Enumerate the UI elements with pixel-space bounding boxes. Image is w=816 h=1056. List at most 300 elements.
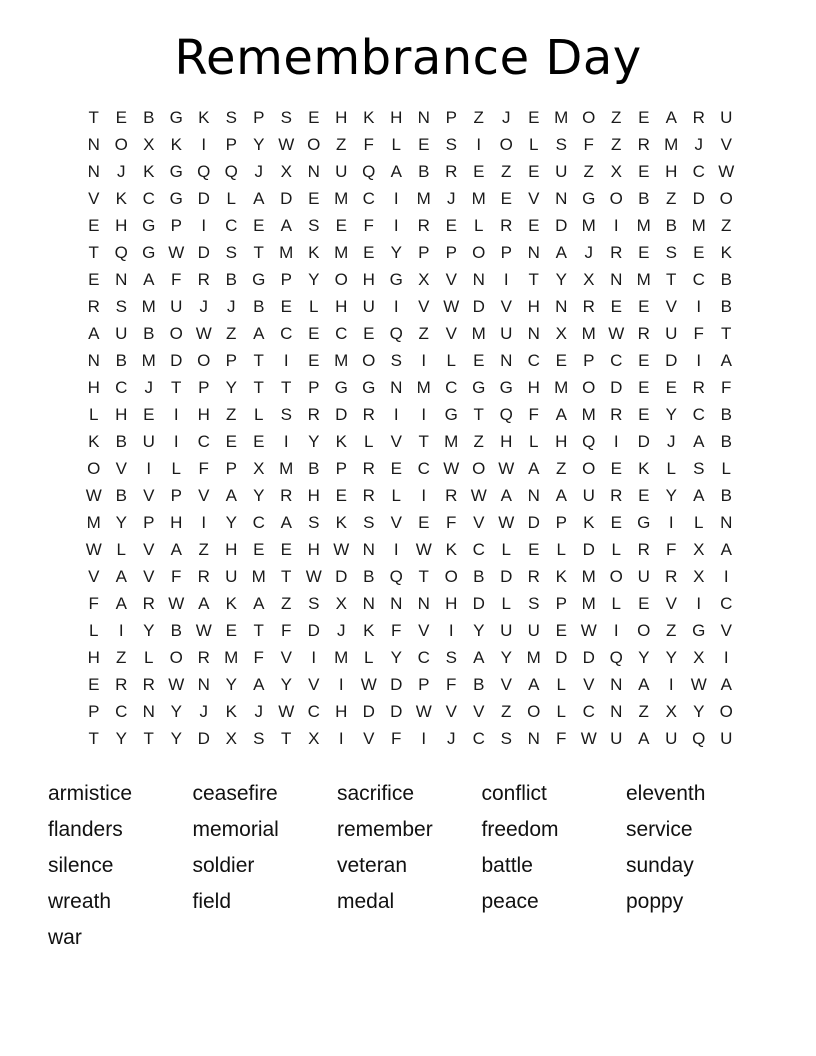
- grid-letter: A: [225, 485, 237, 505]
- grid-letter: A: [500, 485, 512, 505]
- grid-letter: I: [146, 458, 152, 478]
- grid-letter: G: [252, 269, 266, 289]
- grid-letter: N: [390, 377, 403, 397]
- grid-letter: C: [692, 161, 705, 181]
- grid-letter: P: [445, 242, 457, 262]
- grid-letter: G: [169, 161, 183, 181]
- grid-letter: R: [197, 269, 210, 289]
- grid-letter: C: [417, 458, 430, 478]
- grid-letter: G: [692, 620, 706, 640]
- grid-letter: I: [173, 404, 179, 424]
- grid-letter: V: [665, 296, 677, 316]
- grid-letter: X: [253, 458, 265, 478]
- grid-letter: D: [582, 647, 595, 667]
- grid-letter: E: [638, 350, 650, 370]
- grid-letter: E: [665, 377, 677, 397]
- grid-letter: O: [334, 269, 348, 289]
- grid-letter: N: [87, 350, 100, 370]
- grid-letter: M: [554, 107, 569, 127]
- grid-letter: I: [448, 620, 454, 640]
- grid-letter: I: [393, 215, 399, 235]
- grid-letter: C: [335, 323, 348, 343]
- grid-letter: J: [337, 620, 346, 640]
- grid-letter: A: [253, 188, 265, 208]
- grid-letter: B: [253, 296, 265, 316]
- grid-letter: T: [721, 323, 732, 343]
- grid-letter: O: [527, 701, 541, 721]
- grid-letter: F: [721, 377, 732, 397]
- grid-letter: O: [472, 242, 486, 262]
- grid-letter: Y: [308, 269, 320, 289]
- grid-letter: O: [472, 458, 486, 478]
- grid-letter: M: [636, 269, 651, 289]
- grid-letter: O: [87, 458, 101, 478]
- grid-letter: H: [115, 215, 128, 235]
- grid-letter: R: [362, 458, 375, 478]
- grid-letter: E: [390, 458, 402, 478]
- grid-letter: B: [720, 485, 732, 505]
- grid-letter: D: [692, 188, 705, 208]
- grid-letter: U: [362, 296, 375, 316]
- grid-letter: K: [308, 242, 320, 262]
- grid-letter: C: [692, 269, 705, 289]
- grid-letter: F: [391, 620, 402, 640]
- grid-letter: U: [170, 296, 183, 316]
- word-list-column: [193, 776, 338, 956]
- grid-letter: W: [360, 674, 377, 694]
- grid-letter: C: [445, 377, 458, 397]
- grid-letter: Y: [390, 242, 402, 262]
- grid-letter: E: [638, 485, 650, 505]
- grid-letter: I: [283, 431, 289, 451]
- grid-letter: E: [253, 539, 265, 559]
- grid-letter: F: [253, 647, 264, 667]
- grid-letter: X: [693, 647, 705, 667]
- grid-letter: S: [693, 458, 705, 478]
- grid-letter: L: [501, 539, 511, 559]
- grid-letter: S: [445, 134, 457, 154]
- grid-letter: S: [225, 107, 237, 127]
- grid-letter: X: [555, 323, 567, 343]
- grid-letter: E: [418, 512, 430, 532]
- grid-letter: O: [444, 566, 458, 586]
- grid-letter: D: [280, 188, 293, 208]
- grid-letter: M: [224, 647, 239, 667]
- grid-letter: W: [278, 701, 295, 721]
- grid-letter: L: [144, 647, 154, 667]
- grid-letter: E: [363, 323, 375, 343]
- grid-letter: M: [526, 647, 541, 667]
- grid-letter: K: [583, 512, 595, 532]
- grid-letter: F: [556, 728, 567, 748]
- grid-letter: T: [418, 566, 429, 586]
- word-list-item: eleventh: [626, 782, 706, 805]
- grid-letter: L: [226, 188, 236, 208]
- grid-letter: S: [225, 242, 237, 262]
- grid-letter: O: [169, 647, 183, 667]
- grid-letter: W: [168, 593, 185, 613]
- grid-letter: B: [720, 404, 732, 424]
- grid-letter: T: [473, 404, 484, 424]
- word-list-item: battle: [481, 854, 533, 877]
- grid-letter: A: [693, 485, 705, 505]
- grid-letter: I: [393, 188, 399, 208]
- grid-letter: P: [280, 269, 292, 289]
- grid-letter: L: [446, 350, 456, 370]
- grid-letter: E: [363, 242, 375, 262]
- grid-letter: V: [143, 539, 155, 559]
- grid-letter: V: [143, 566, 155, 586]
- grid-letter: D: [390, 701, 403, 721]
- grid-letter: K: [720, 242, 732, 262]
- grid-letter: C: [197, 431, 210, 451]
- grid-letter: J: [694, 134, 703, 154]
- grid-letter: O: [362, 350, 376, 370]
- grid-letter: B: [363, 566, 375, 586]
- grid-letter: E: [638, 404, 650, 424]
- grid-letter: V: [363, 728, 375, 748]
- grid-letter: E: [225, 431, 237, 451]
- grid-letter: Y: [253, 485, 265, 505]
- grid-letter: N: [527, 242, 540, 262]
- grid-letter: S: [280, 107, 292, 127]
- grid-letter: R: [197, 566, 210, 586]
- grid-letter: G: [637, 512, 651, 532]
- grid-letter: V: [143, 485, 155, 505]
- grid-letter: G: [499, 377, 513, 397]
- grid-letter: T: [253, 242, 264, 262]
- grid-letter: Z: [226, 323, 237, 343]
- grid-letter: C: [610, 350, 623, 370]
- grid-letter: W: [498, 458, 515, 478]
- grid-letter: D: [582, 539, 595, 559]
- grid-letter: O: [197, 350, 211, 370]
- grid-letter: U: [720, 728, 733, 748]
- grid-letter: J: [667, 431, 676, 451]
- grid-letter: L: [116, 539, 126, 559]
- grid-letter: U: [225, 566, 238, 586]
- grid-letter: O: [307, 134, 321, 154]
- grid-letter: F: [446, 512, 457, 532]
- grid-letter: E: [88, 215, 100, 235]
- grid-letter: E: [445, 215, 457, 235]
- grid-letter: T: [88, 242, 99, 262]
- grid-letter: I: [613, 431, 619, 451]
- grid-letter: I: [503, 269, 509, 289]
- grid-letter: S: [500, 728, 512, 748]
- grid-letter: T: [171, 377, 182, 397]
- grid-letter: K: [198, 107, 210, 127]
- grid-letter: P: [418, 242, 430, 262]
- grid-letter: H: [335, 296, 348, 316]
- grid-letter: Z: [583, 161, 594, 181]
- grid-letter: P: [335, 458, 347, 478]
- grid-letter: X: [418, 269, 430, 289]
- grid-letter: B: [418, 161, 430, 181]
- grid-letter: O: [719, 701, 733, 721]
- grid-letter: A: [638, 728, 650, 748]
- grid-letter: L: [556, 674, 566, 694]
- grid-letter: M: [444, 431, 459, 451]
- word-list-item: service: [626, 818, 693, 841]
- grid-letter: V: [418, 296, 430, 316]
- grid-letter: T: [88, 728, 99, 748]
- grid-letter: I: [283, 350, 289, 370]
- grid-letter: Z: [638, 701, 649, 721]
- grid-letter: D: [390, 674, 403, 694]
- grid-letter: Y: [693, 701, 705, 721]
- grid-letter: J: [199, 701, 208, 721]
- grid-letter: R: [665, 566, 678, 586]
- grid-letter: M: [141, 296, 156, 316]
- grid-letter: I: [421, 485, 427, 505]
- grid-letter: M: [416, 188, 431, 208]
- grid-letter: I: [421, 350, 427, 370]
- grid-letter: M: [581, 593, 596, 613]
- grid-letter: M: [581, 404, 596, 424]
- grid-letter: C: [472, 728, 485, 748]
- grid-letter: I: [476, 134, 482, 154]
- grid-letter: L: [89, 620, 99, 640]
- grid-letter: P: [170, 215, 182, 235]
- grid-letter: O: [169, 323, 183, 343]
- grid-letter: L: [474, 215, 484, 235]
- grid-letter: A: [638, 674, 650, 694]
- word-list: [48, 776, 771, 956]
- grid-letter: R: [637, 134, 650, 154]
- grid-letter: V: [720, 620, 732, 640]
- grid-letter: U: [500, 323, 513, 343]
- grid-letter: Y: [170, 728, 182, 748]
- word-list-column: [337, 776, 482, 956]
- grid-letter: R: [115, 674, 128, 694]
- grid-letter: Q: [224, 161, 238, 181]
- grid-letter: E: [638, 296, 650, 316]
- grid-letter: W: [195, 323, 212, 343]
- grid-letter: W: [168, 674, 185, 694]
- word-search-grid: [80, 104, 740, 752]
- grid-letter: P: [308, 377, 320, 397]
- grid-letter: G: [169, 107, 183, 127]
- grid-letter: E: [308, 350, 320, 370]
- grid-letter: U: [555, 161, 568, 181]
- grid-letter: D: [335, 404, 348, 424]
- grid-letter: N: [472, 269, 485, 289]
- grid-letter: T: [281, 728, 292, 748]
- grid-letter: A: [198, 593, 210, 613]
- word-list-item: field: [192, 890, 232, 913]
- grid-letter: M: [664, 134, 679, 154]
- grid-letter: X: [665, 701, 677, 721]
- grid-letter: U: [637, 566, 650, 586]
- word-list-item: wreath: [48, 890, 112, 913]
- grid-letter: Q: [389, 566, 403, 586]
- grid-letter: E: [253, 215, 265, 235]
- grid-letter: J: [502, 107, 511, 127]
- grid-letter: E: [280, 296, 292, 316]
- grid-letter: A: [665, 107, 677, 127]
- grid-letter: I: [613, 215, 619, 235]
- grid-letter: V: [583, 674, 595, 694]
- grid-letter: V: [390, 431, 402, 451]
- grid-letter: J: [199, 296, 208, 316]
- grid-letter: O: [609, 188, 623, 208]
- grid-letter: E: [638, 107, 650, 127]
- grid-letter: C: [142, 188, 155, 208]
- grid-letter: B: [115, 431, 127, 451]
- grid-letter: E: [638, 161, 650, 181]
- grid-letter: R: [582, 296, 595, 316]
- grid-letter: I: [613, 620, 619, 640]
- word-list-item: flanders: [48, 818, 123, 841]
- grid-letter: T: [253, 377, 264, 397]
- grid-letter: E: [610, 296, 622, 316]
- grid-letter: A: [528, 458, 540, 478]
- grid-letter: S: [363, 512, 375, 532]
- grid-letter: J: [584, 242, 593, 262]
- grid-letter: N: [500, 350, 513, 370]
- grid-letter: B: [473, 674, 485, 694]
- grid-letter: A: [253, 593, 265, 613]
- grid-letter: H: [87, 647, 100, 667]
- grid-letter: O: [499, 134, 513, 154]
- word-list-column: [48, 776, 193, 956]
- grid-letter: E: [88, 269, 100, 289]
- grid-letter: V: [473, 701, 485, 721]
- grid-letter: G: [582, 188, 596, 208]
- page-title: Remembrance Day: [174, 30, 642, 86]
- grid-letter: Y: [665, 404, 677, 424]
- grid-letter: W: [305, 566, 322, 586]
- grid-letter: G: [362, 377, 376, 397]
- grid-letter: M: [581, 323, 596, 343]
- grid-letter: F: [391, 728, 402, 748]
- grid-letter: F: [281, 620, 292, 640]
- grid-letter: V: [198, 485, 210, 505]
- grid-letter: F: [583, 134, 594, 154]
- grid-letter: N: [115, 269, 128, 289]
- grid-letter: C: [417, 647, 430, 667]
- grid-letter: C: [307, 701, 320, 721]
- grid-letter: L: [254, 404, 264, 424]
- grid-letter: H: [115, 404, 128, 424]
- grid-letter: A: [280, 215, 292, 235]
- grid-letter: W: [195, 620, 212, 640]
- grid-letter: B: [308, 458, 320, 478]
- grid-letter: R: [500, 215, 513, 235]
- grid-letter: V: [418, 620, 430, 640]
- grid-letter: F: [363, 215, 374, 235]
- grid-letter: H: [362, 269, 375, 289]
- grid-letter: I: [201, 215, 207, 235]
- grid-letter: Q: [197, 161, 211, 181]
- grid-letter: V: [280, 647, 292, 667]
- grid-letter: B: [115, 350, 127, 370]
- grid-letter: D: [555, 647, 568, 667]
- grid-letter: J: [117, 161, 126, 181]
- grid-letter: B: [170, 620, 182, 640]
- grid-letter: A: [720, 674, 732, 694]
- grid-letter: E: [473, 350, 485, 370]
- grid-letter: D: [362, 701, 375, 721]
- grid-letter: H: [335, 107, 348, 127]
- grid-letter: V: [500, 296, 512, 316]
- grid-letter: N: [555, 296, 568, 316]
- grid-letter: Z: [418, 323, 429, 343]
- grid-letter: R: [417, 215, 430, 235]
- grid-letter: E: [253, 431, 265, 451]
- grid-letter: V: [390, 512, 402, 532]
- grid-letter: Y: [638, 647, 650, 667]
- grid-letter: Y: [225, 674, 237, 694]
- grid-letter: W: [278, 134, 295, 154]
- word-list-item: conflict: [481, 782, 547, 805]
- grid-letter: E: [610, 512, 622, 532]
- grid-letter: I: [393, 296, 399, 316]
- grid-letter: I: [696, 296, 702, 316]
- grid-letter: Z: [721, 215, 732, 235]
- grid-letter: N: [87, 134, 100, 154]
- grid-letter: E: [308, 188, 320, 208]
- grid-letter: H: [527, 377, 540, 397]
- grid-letter: T: [253, 620, 264, 640]
- grid-letter: A: [555, 242, 567, 262]
- grid-letter: B: [720, 269, 732, 289]
- grid-letter: I: [338, 674, 344, 694]
- grid-letter: M: [86, 512, 101, 532]
- grid-letter: K: [335, 512, 347, 532]
- grid-letter: W: [415, 701, 432, 721]
- grid-letter: U: [527, 620, 540, 640]
- grid-letter: E: [555, 350, 567, 370]
- grid-letter: J: [254, 701, 263, 721]
- word-list-item: silence: [48, 854, 114, 877]
- grid-letter: M: [416, 377, 431, 397]
- grid-letter: K: [225, 701, 237, 721]
- grid-letter: K: [555, 566, 567, 586]
- grid-letter: A: [473, 647, 485, 667]
- grid-letter: U: [115, 323, 128, 343]
- word-list-item: memorial: [192, 818, 279, 841]
- grid-letter: G: [389, 269, 403, 289]
- grid-letter: C: [280, 323, 293, 343]
- grid-letter: S: [390, 350, 402, 370]
- grid-letter: Y: [665, 485, 677, 505]
- grid-letter: Z: [611, 107, 622, 127]
- grid-letter: A: [528, 674, 540, 694]
- grid-letter: A: [115, 566, 127, 586]
- grid-letter: S: [280, 404, 292, 424]
- grid-letter: L: [694, 512, 704, 532]
- grid-letter: L: [611, 539, 621, 559]
- word-list-item: medal: [337, 890, 395, 913]
- grid-letter: O: [114, 134, 128, 154]
- grid-letter: E: [528, 107, 540, 127]
- grid-letter: Y: [143, 620, 155, 640]
- grid-letter: E: [280, 539, 292, 559]
- grid-letter: H: [307, 539, 320, 559]
- grid-letter: Q: [362, 161, 376, 181]
- grid-letter: P: [143, 512, 155, 532]
- grid-letter: D: [500, 566, 513, 586]
- grid-letter: W: [580, 728, 597, 748]
- grid-letter: U: [610, 728, 623, 748]
- grid-letter: B: [143, 107, 155, 127]
- grid-letter: T: [281, 377, 292, 397]
- grid-letter: M: [581, 215, 596, 235]
- grid-letter: R: [362, 485, 375, 505]
- grid-letter: N: [527, 485, 540, 505]
